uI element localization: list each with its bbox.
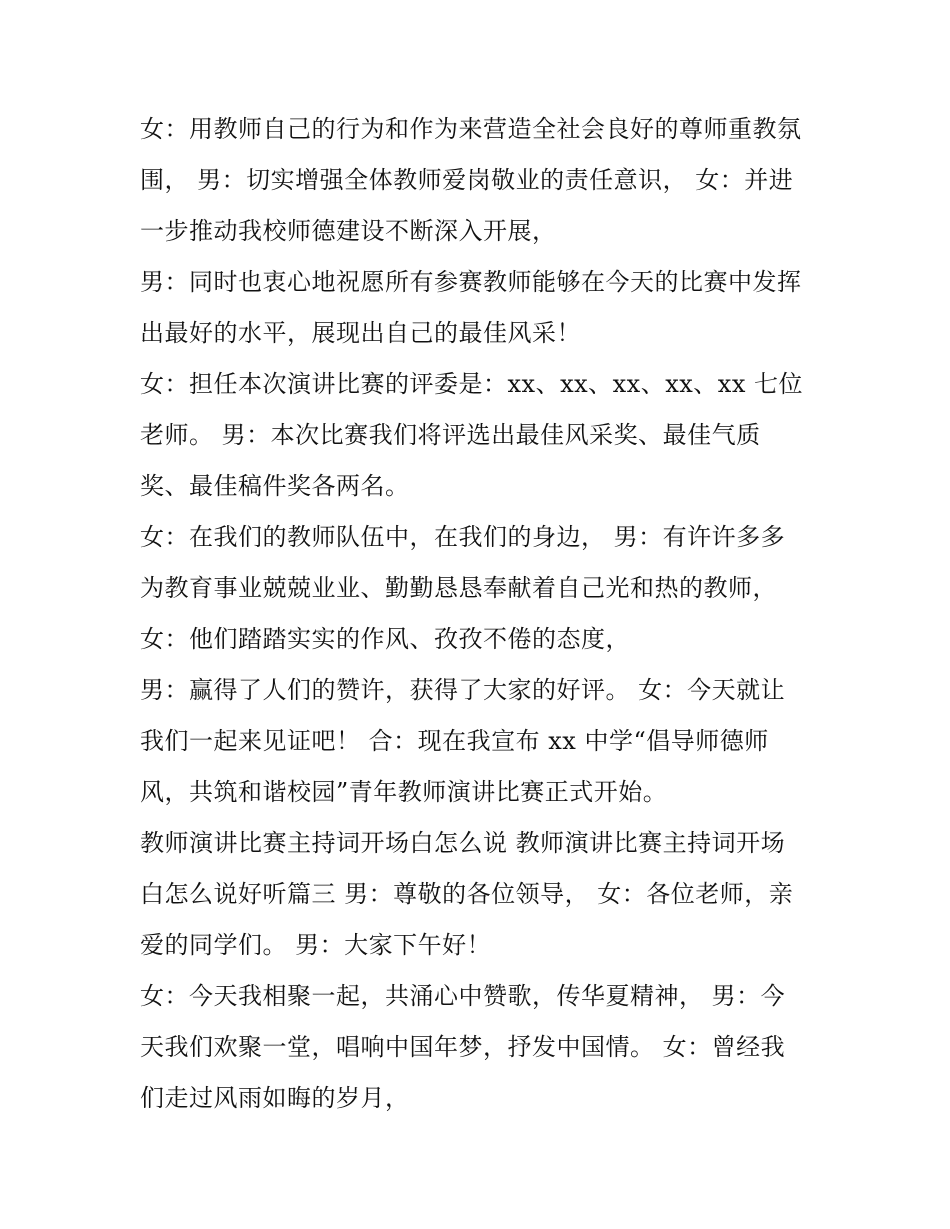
text-line: 风，共筑和谐校园”青年教师演讲比赛正式开始。: [140, 778, 668, 806]
text-line: 教师演讲比赛主持词开场白怎么说 教师演讲比赛主持词开场: [140, 829, 786, 857]
text-line: 女：担任本次演讲比赛的评委是：xx、xx、xx、xx、xx 七位: [140, 370, 803, 398]
text-line: 出最好的水平，展现出自己的最佳风采！: [140, 319, 581, 347]
text-line: 女：在我们的教师队伍中，在我们的身边， 男：有许许多多: [140, 523, 786, 551]
text-line: 女：用教师自己的行为和作为来营造全社会良好的尊师重教氛: [140, 115, 802, 143]
text-line: 们走过风雨如晦的岁月，: [140, 1084, 410, 1112]
text-line: 女：他们踏踏实实的作风、孜孜不倦的态度，: [140, 625, 630, 653]
text-line: 天我们欢聚一堂，唱响中国年梦，抒发中国情。 女：曾经我: [140, 1033, 786, 1061]
text-line: 为教育事业兢兢业业、勤勤恳恳奉献着自己光和热的教师，: [140, 574, 777, 602]
document-body: [140, 104, 830, 1124]
text-line: 男：赢得了人们的赞许，获得了大家的好评。 女：今天就让: [140, 676, 786, 704]
text-line: 老师。 男：本次比赛我们将评选出最佳风采奖、最佳气质: [140, 421, 761, 449]
text-line: 我们一起来见证吧！ 合：现在我宣布 xx 中学“倡导师德师: [140, 727, 769, 755]
text-line: 围， 男：切实增强全体教师爱岗敬业的责任意识， 女：并进: [140, 166, 794, 194]
text-line: 爱的同学们。 男：大家下午好！: [140, 931, 492, 959]
text-line: 一步推动我校师德建设不断深入开展，: [140, 217, 557, 245]
text-line: 白怎么说好听篇三 男：尊敬的各位领导， 女：各位老师，亲: [140, 880, 794, 908]
text-line: 男：同时也衷心地祝愿所有参赛教师能够在今天的比赛中发挥: [140, 268, 802, 296]
text-line: 奖、最佳稿件奖各两名。: [140, 472, 410, 500]
text-line: 女：今天我相聚一起，共涌心中赞歌，传华夏精神， 男：今: [140, 982, 786, 1010]
